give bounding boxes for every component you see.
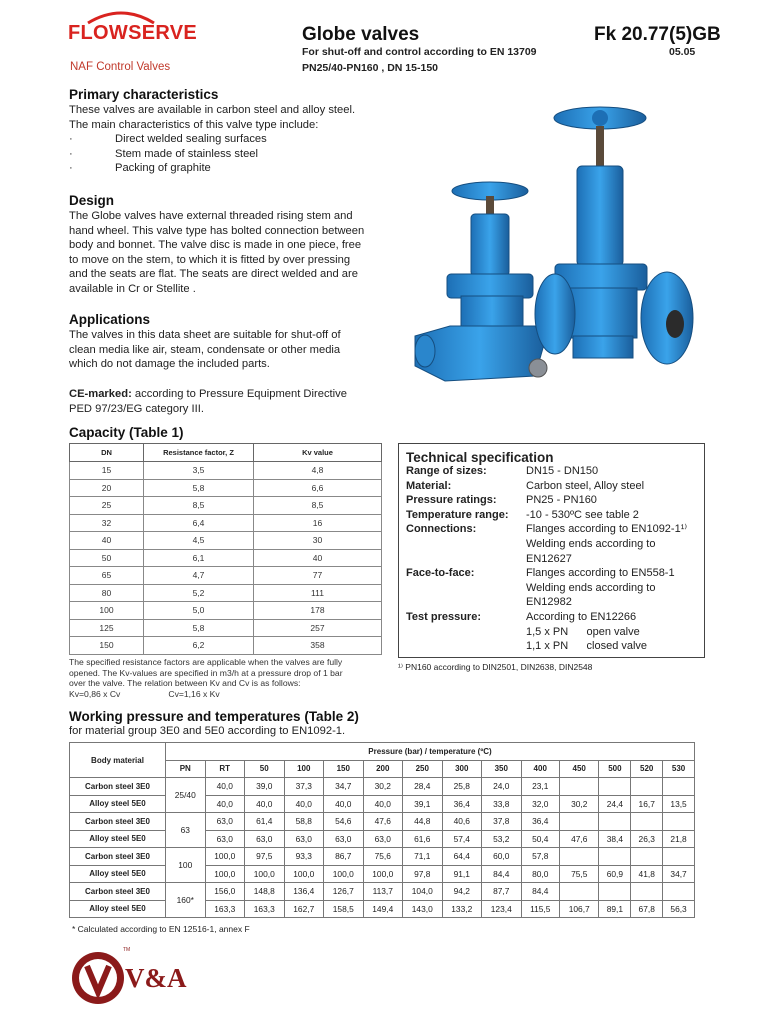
table-cell: 100,0 bbox=[324, 865, 364, 883]
table-cell bbox=[631, 883, 663, 901]
table-row bbox=[70, 584, 382, 602]
table-cell bbox=[599, 778, 631, 796]
table-cell: 32,0 bbox=[521, 795, 559, 813]
table-cell: 4,7 bbox=[144, 567, 254, 585]
list-item: · Packing of graphite bbox=[69, 162, 211, 175]
capacity-table-body bbox=[70, 462, 382, 655]
table-cell: 8,5 bbox=[254, 497, 382, 515]
table-cell: 57,4 bbox=[442, 830, 482, 848]
table-cell: 6,6 bbox=[254, 479, 382, 497]
table-cell: 6,2 bbox=[144, 637, 254, 655]
table-cell: 20 bbox=[70, 479, 144, 497]
table-cell: 111 bbox=[254, 584, 382, 602]
table-cell: 91,1 bbox=[442, 865, 482, 883]
spec-value: -10 - 530ºC see table 2 bbox=[526, 508, 639, 521]
table-cell: 8,5 bbox=[144, 497, 254, 515]
table-cell: 136,4 bbox=[284, 883, 324, 901]
table-cell: 89,1 bbox=[599, 900, 631, 918]
table-cell: 30,2 bbox=[559, 795, 599, 813]
spec-footnote: ¹⁾ PN160 according to DIN2501, DIN2638, DIN2548 bbox=[398, 662, 593, 672]
table-cell: 64,4 bbox=[442, 848, 482, 866]
table-cell: 5,0 bbox=[144, 602, 254, 620]
table-cell: 37,8 bbox=[482, 813, 522, 831]
table-cell: 5,2 bbox=[144, 584, 254, 602]
table-cell: 63,0 bbox=[205, 830, 245, 848]
spec-label: Temperature range: bbox=[406, 508, 509, 521]
table-cell: 97,5 bbox=[245, 848, 285, 866]
table-cell: 53,2 bbox=[482, 830, 522, 848]
table-cell: 75,6 bbox=[363, 848, 403, 866]
table-cell: 60,0 bbox=[482, 848, 522, 866]
table-cell: 97,8 bbox=[403, 865, 443, 883]
table-cell: 40,0 bbox=[245, 795, 285, 813]
column-header: DN bbox=[70, 444, 144, 462]
table-cell bbox=[631, 813, 663, 831]
table-cell: 24,4 bbox=[599, 795, 631, 813]
table-row bbox=[70, 549, 382, 567]
table-cell: 143,0 bbox=[403, 900, 443, 918]
table-cell: 100,0 bbox=[363, 865, 403, 883]
table-cell: 156,0 bbox=[205, 883, 245, 901]
list-item: · Direct welded sealing surfaces bbox=[69, 133, 267, 146]
table-cell: 123,4 bbox=[482, 900, 522, 918]
table-row bbox=[70, 567, 382, 585]
material-cell: Alloy steel 5E0 bbox=[70, 900, 166, 918]
va-logo-text: V&A bbox=[125, 963, 187, 993]
material-cell: Carbon steel 3E0 bbox=[70, 813, 166, 831]
column-header: PN bbox=[166, 760, 206, 778]
document-code: Fk 20.77(5)GB bbox=[594, 24, 721, 45]
column-header: RT bbox=[205, 760, 245, 778]
table-cell: 4,5 bbox=[144, 532, 254, 550]
table-row bbox=[70, 883, 695, 901]
table-cell bbox=[663, 848, 695, 866]
table-cell: 44,8 bbox=[403, 813, 443, 831]
table-cell: 163,3 bbox=[205, 900, 245, 918]
table-cell: 39,1 bbox=[403, 795, 443, 813]
spec-value: According to EN12266 1,5 x PN open valve 1,1 x PN closed valve bbox=[526, 611, 648, 653]
table-row bbox=[70, 497, 382, 515]
table-cell: 13,5 bbox=[663, 795, 695, 813]
table-cell: 40 bbox=[254, 549, 382, 567]
table-cell: 80,0 bbox=[521, 865, 559, 883]
table-cell: 71,1 bbox=[403, 848, 443, 866]
table-cell: 16 bbox=[254, 514, 382, 532]
table-cell: 162,7 bbox=[284, 900, 324, 918]
table-cell: 30 bbox=[254, 532, 382, 550]
table-cell: 47,6 bbox=[363, 813, 403, 831]
document-date: 05.05 bbox=[669, 46, 696, 58]
table-cell: 113,7 bbox=[363, 883, 403, 901]
table-cell bbox=[559, 778, 599, 796]
table-cell: 63,0 bbox=[324, 830, 364, 848]
spec-label: Range of sizes: bbox=[406, 465, 487, 477]
section-heading-applications: Applications bbox=[69, 312, 151, 327]
column-header: 200 bbox=[363, 760, 403, 778]
table-cell bbox=[599, 883, 631, 901]
table-cell: 358 bbox=[254, 637, 382, 655]
table-cell: 63,0 bbox=[245, 830, 285, 848]
flowserve-logo: FLOWSERVE bbox=[68, 22, 198, 44]
primary-intro-2: The main characteristics of this valve type include: bbox=[69, 118, 319, 131]
working-pressure-table bbox=[69, 742, 695, 918]
table-cell: 3,5 bbox=[144, 462, 254, 480]
table-cell: 37,3 bbox=[284, 778, 324, 796]
table-cell: 257 bbox=[254, 619, 382, 637]
ce-marked-text: CE-marked: according to Pressure Equipment Directive PED 97/23/EG category III. bbox=[69, 388, 347, 415]
table-row bbox=[70, 778, 695, 796]
column-header: 350 bbox=[482, 760, 522, 778]
table-cell: 100,0 bbox=[205, 848, 245, 866]
table-cell: 63,0 bbox=[205, 813, 245, 831]
table-cell: 150 bbox=[70, 637, 144, 655]
column-header: 530 bbox=[663, 760, 695, 778]
table-row bbox=[70, 848, 695, 866]
table-cell: 26,3 bbox=[631, 830, 663, 848]
spec-label: Material: bbox=[406, 479, 452, 492]
table-cell: 58,8 bbox=[284, 813, 324, 831]
column-header: Body material bbox=[70, 743, 166, 778]
column-header: 300 bbox=[442, 760, 482, 778]
table-cell: 6,1 bbox=[144, 549, 254, 567]
table-cell: 40,0 bbox=[284, 795, 324, 813]
table-cell: 63,0 bbox=[363, 830, 403, 848]
column-header: 520 bbox=[631, 760, 663, 778]
table-row bbox=[70, 514, 382, 532]
table-cell: 67,8 bbox=[631, 900, 663, 918]
pn-cell: 160* bbox=[166, 883, 206, 918]
page-title: Globe valves bbox=[302, 24, 420, 45]
technical-specification-title: Technical specification bbox=[406, 450, 554, 465]
pn-cell: 25/40 bbox=[166, 778, 206, 813]
table-cell: 77 bbox=[254, 567, 382, 585]
table-cell: 34,7 bbox=[663, 865, 695, 883]
table-cell: 54,6 bbox=[324, 813, 364, 831]
column-header: 500 bbox=[599, 760, 631, 778]
table-cell bbox=[631, 848, 663, 866]
table-row bbox=[70, 479, 382, 497]
spec-value: Carbon steel, Alloy steel bbox=[526, 479, 645, 492]
table-cell: 80 bbox=[70, 584, 144, 602]
table-cell: 100,0 bbox=[205, 865, 245, 883]
table-row bbox=[70, 532, 382, 550]
table-row bbox=[70, 865, 695, 883]
column-group-header: Pressure (bar) / temperature (ºC) bbox=[166, 743, 695, 761]
table-cell: 40,0 bbox=[324, 795, 364, 813]
table-cell: 25 bbox=[70, 497, 144, 515]
globe-valve-image bbox=[405, 96, 710, 396]
table-cell: 100,0 bbox=[284, 865, 324, 883]
capacity-table bbox=[69, 443, 382, 655]
material-cell: Alloy steel 5E0 bbox=[70, 830, 166, 848]
table-cell bbox=[559, 813, 599, 831]
flowserve-logo-swoosh-icon bbox=[86, 9, 156, 25]
table-cell: 63,0 bbox=[284, 830, 324, 848]
table-cell: 34,7 bbox=[324, 778, 364, 796]
spec-label: Test pressure: bbox=[406, 611, 481, 623]
table-cell: 40,6 bbox=[442, 813, 482, 831]
table-cell: 47,6 bbox=[559, 830, 599, 848]
material-cell: Carbon steel 3E0 bbox=[70, 848, 166, 866]
table-cell: 36,4 bbox=[521, 813, 559, 831]
table-cell: 15 bbox=[70, 462, 144, 480]
table-cell: 149,4 bbox=[363, 900, 403, 918]
sub-brand: NAF Control Valves bbox=[70, 61, 171, 73]
table-cell: 5,8 bbox=[144, 619, 254, 637]
table-row bbox=[70, 637, 382, 655]
table-cell: 125 bbox=[70, 619, 144, 637]
table-cell: 94,2 bbox=[442, 883, 482, 901]
primary-intro-1: These valves are available in carbon steel and alloy steel. bbox=[69, 104, 356, 116]
table2-footnote: * Calculated according to EN 12516-1, annex F bbox=[72, 924, 250, 934]
table-cell bbox=[663, 883, 695, 901]
spec-label: Connections: bbox=[406, 523, 477, 536]
table-row bbox=[70, 830, 695, 848]
column-header: 450 bbox=[559, 760, 599, 778]
table-cell: 84,4 bbox=[521, 883, 559, 901]
column-header: 50 bbox=[245, 760, 285, 778]
working-pressure-subheading: for material group 3E0 and 5E0 according to EN1092-1. bbox=[69, 725, 346, 737]
table-cell: 60,9 bbox=[599, 865, 631, 883]
table-cell bbox=[631, 778, 663, 796]
table-cell bbox=[663, 778, 695, 796]
table-cell: 84,4 bbox=[482, 865, 522, 883]
spec-value: Flanges according to EN1092-1¹⁾ Welding ends according to EN12627 bbox=[526, 523, 688, 565]
table-cell bbox=[559, 883, 599, 901]
table-cell: 57,8 bbox=[521, 848, 559, 866]
material-cell: Carbon steel 3E0 bbox=[70, 883, 166, 901]
table-cell: 100 bbox=[70, 602, 144, 620]
pn-cell: 100 bbox=[166, 848, 206, 883]
table-cell: 61,6 bbox=[403, 830, 443, 848]
table-cell: 133,2 bbox=[442, 900, 482, 918]
table-cell: 178 bbox=[254, 602, 382, 620]
table-cell: 36,4 bbox=[442, 795, 482, 813]
table-cell: 23,1 bbox=[521, 778, 559, 796]
ce-marked-label: CE-marked: bbox=[69, 388, 132, 400]
column-header: 400 bbox=[521, 760, 559, 778]
section-heading-capacity: Capacity (Table 1) bbox=[69, 425, 184, 440]
table-cell: 4,8 bbox=[254, 462, 382, 480]
column-header: 250 bbox=[403, 760, 443, 778]
table-cell: 56,3 bbox=[663, 900, 695, 918]
design-text: The Globe valves have external threaded rising stem and hand wheel. This valve type has bolted connection between body and bonnet. The valve disc is made in one piece, free to move on the stem, to which it is fitted by over pressing and the seats are flat. The seats are direct welded and are available in Cr or Stellite . bbox=[69, 210, 365, 295]
table-cell: 40,0 bbox=[363, 795, 403, 813]
material-cell: Alloy steel 5E0 bbox=[70, 865, 166, 883]
table-cell: 148,8 bbox=[245, 883, 285, 901]
table-cell: 24,0 bbox=[482, 778, 522, 796]
table-cell: 115,5 bbox=[521, 900, 559, 918]
column-header: Resistance factor, Z bbox=[144, 444, 254, 462]
list-item: · Stem made of stainless steel bbox=[69, 147, 259, 160]
section-heading-primary: Primary characteristics bbox=[69, 87, 219, 102]
table-cell: 75,5 bbox=[559, 865, 599, 883]
table-cell: 6,4 bbox=[144, 514, 254, 532]
table-cell: 39,0 bbox=[245, 778, 285, 796]
table-cell: 61,4 bbox=[245, 813, 285, 831]
spec-label: Pressure ratings: bbox=[406, 494, 497, 507]
table-cell: 158,5 bbox=[324, 900, 364, 918]
table-cell: 163,3 bbox=[245, 900, 285, 918]
table-cell: 21,8 bbox=[663, 830, 695, 848]
subtitle-standard: For shut-off and control according to EN 13709 bbox=[302, 46, 537, 58]
table-row bbox=[70, 462, 382, 480]
table-row bbox=[70, 795, 695, 813]
table-cell: 40 bbox=[70, 532, 144, 550]
column-header: 100 bbox=[284, 760, 324, 778]
capacity-note: The specified resistance factors are applicable when the valves are fully opened. The Kv-values are specified in m3/h at a pressure drop of 1 bar over the valve. The relation between Kv and Cv is as follows: Kv=0,86 x Cv Cv=1,16 x Kv bbox=[69, 657, 343, 699]
table-cell: 16,7 bbox=[631, 795, 663, 813]
column-header: Kv value bbox=[254, 444, 382, 462]
spec-label: Face-to-face: bbox=[406, 567, 475, 580]
table-cell: 65 bbox=[70, 567, 144, 585]
spec-value: PN25 - PN160 bbox=[526, 494, 597, 507]
table-cell: 87,7 bbox=[482, 883, 522, 901]
table-cell bbox=[663, 813, 695, 831]
table-row bbox=[70, 602, 382, 620]
table-cell: 93,3 bbox=[284, 848, 324, 866]
primary-characteristics-text bbox=[69, 103, 389, 176]
table-cell: 38,4 bbox=[599, 830, 631, 848]
table-cell: 30,2 bbox=[363, 778, 403, 796]
section-heading-design: Design bbox=[69, 193, 115, 208]
table-cell: 106,7 bbox=[559, 900, 599, 918]
subtitle-range: PN25/40-PN160 , DN 15-150 bbox=[302, 62, 438, 74]
table-cell: 104,0 bbox=[403, 883, 443, 901]
table-cell: 50 bbox=[70, 549, 144, 567]
table-cell bbox=[599, 848, 631, 866]
table-row bbox=[70, 900, 695, 918]
material-cell: Alloy steel 5E0 bbox=[70, 795, 166, 813]
table-cell bbox=[599, 813, 631, 831]
section-heading-working-pressure: Working pressure and temperatures (Table 2) bbox=[69, 709, 359, 724]
table-cell: 25,8 bbox=[442, 778, 482, 796]
pn-cell: 63 bbox=[166, 813, 206, 848]
table-cell: 40,0 bbox=[205, 795, 245, 813]
applications-text: The valves in this data sheet are suitable for shut-off of clean media like air, steam, condensate or other media which do not damage the included parts. bbox=[69, 329, 341, 371]
spec-value: DN15 - DN150 bbox=[526, 465, 599, 477]
va-logo-trademark: TM bbox=[123, 947, 131, 953]
table-cell: 126,7 bbox=[324, 883, 364, 901]
table-cell: 86,7 bbox=[324, 848, 364, 866]
table-cell: 32 bbox=[70, 514, 144, 532]
table-cell: 40,0 bbox=[205, 778, 245, 796]
material-cell: Carbon steel 3E0 bbox=[70, 778, 166, 796]
table-cell: 50,4 bbox=[521, 830, 559, 848]
table-cell: 41,8 bbox=[631, 865, 663, 883]
table-row bbox=[70, 619, 382, 637]
table-cell: 33,8 bbox=[482, 795, 522, 813]
table-cell: 5,8 bbox=[144, 479, 254, 497]
table-row bbox=[70, 813, 695, 831]
table-cell: 100,0 bbox=[245, 865, 285, 883]
table-cell bbox=[559, 848, 599, 866]
column-header: 150 bbox=[324, 760, 364, 778]
table-cell: 28,4 bbox=[403, 778, 443, 796]
spec-value: Flanges according to EN558-1 Welding ends according to EN12982 bbox=[526, 567, 675, 609]
